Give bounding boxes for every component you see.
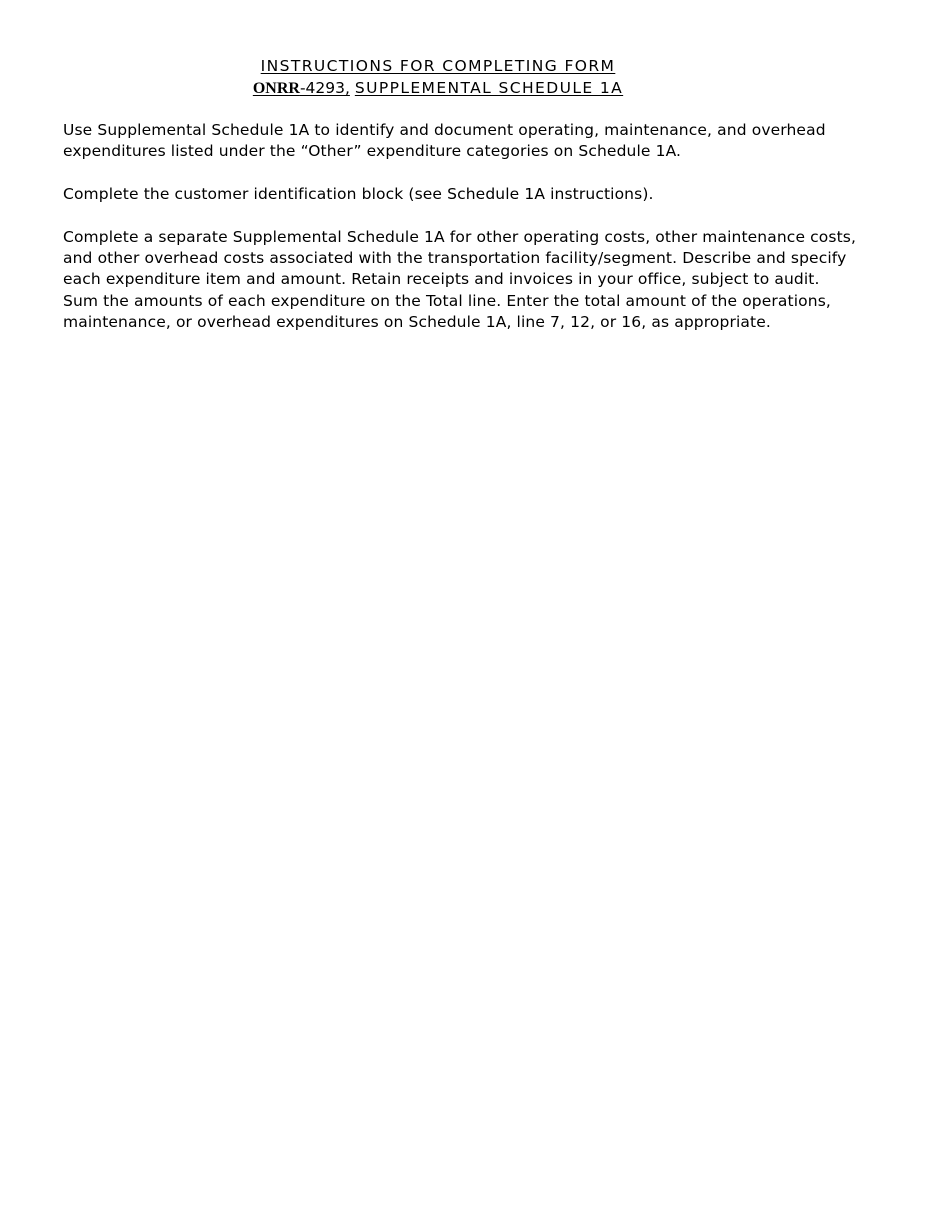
paragraph-line: Sum the amounts of each expenditure on the Total line. Enter the total amount of the operations, bbox=[63, 291, 831, 310]
paragraph-line: Complete the customer identification block (see Schedule 1A instructions). bbox=[63, 185, 654, 203]
paragraph-line: and other overhead costs associated with the transportation facility/segment. Describe and specify bbox=[63, 249, 847, 268]
paragraph-identification bbox=[63, 184, 823, 205]
paragraph-purpose bbox=[63, 120, 826, 162]
schedule-name: SUPPLEMENTAL SCHEDULE 1A bbox=[354, 79, 624, 97]
form-number: -4293, bbox=[299, 79, 350, 97]
title-line-1: INSTRUCTIONS FOR COMPLETING FORM bbox=[260, 57, 616, 75]
form-identifier bbox=[253, 79, 350, 97]
paragraph-completion bbox=[63, 227, 857, 333]
document-title bbox=[0, 55, 876, 77]
agency-abbreviation: ONRR bbox=[252, 80, 300, 97]
document-subtitle bbox=[0, 77, 876, 100]
paragraph-line: maintenance, or overhead expenditures on Schedule 1A, line 7, 12, or 16, as appropriate. bbox=[63, 312, 771, 331]
paragraph-line: Use Supplemental Schedule 1A to identify and document operating, maintenance, and overhead bbox=[63, 121, 826, 139]
paragraph-line: Complete a separate Supplemental Schedule 1A for other operating costs, other maintenance costs, bbox=[63, 228, 857, 246]
paragraph-line: expenditures listed under the “Other” expenditure categories on Schedule 1A. bbox=[63, 142, 682, 161]
paragraph-line: each expenditure item and amount. Retain receipts and invoices in your office, subject to audit. bbox=[63, 270, 820, 289]
